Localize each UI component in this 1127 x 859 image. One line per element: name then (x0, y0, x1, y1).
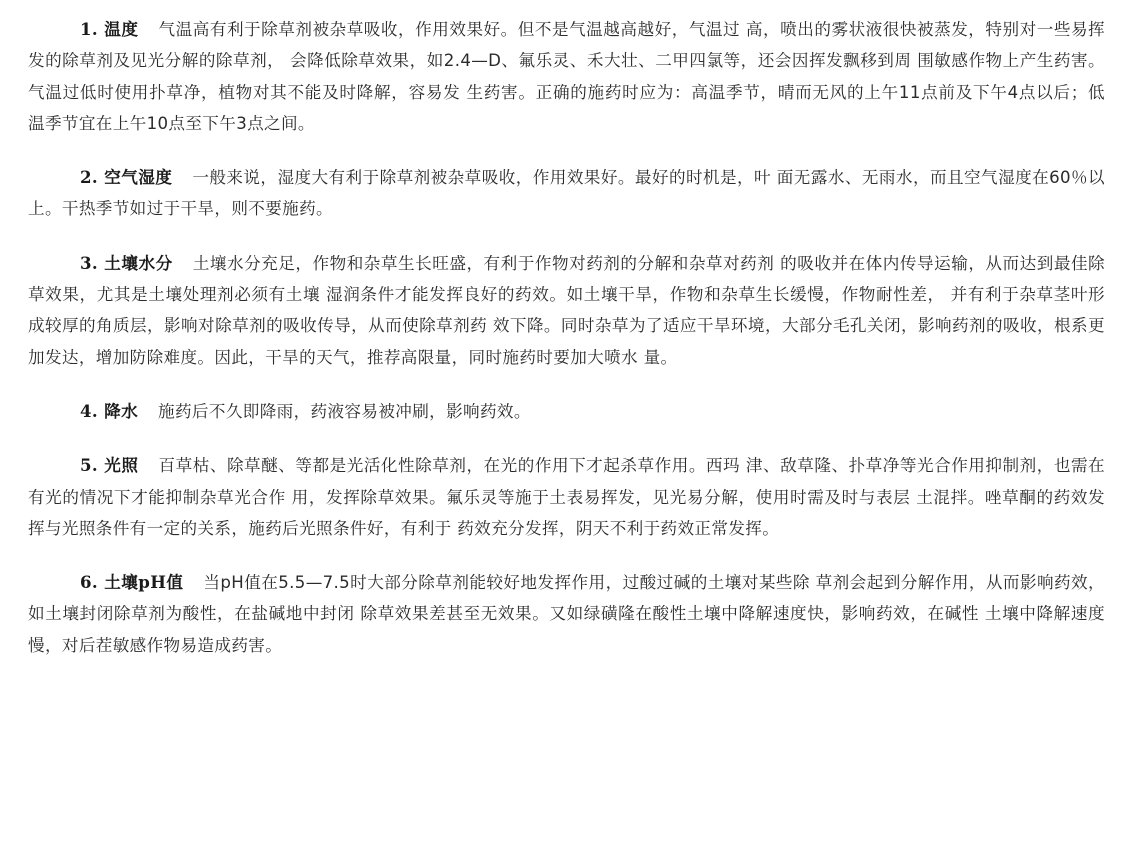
section-text: 一般来说，湿度大有利于除草剂被杂草吸收，作用效果好。最好的时机是，叶 面无露水、无雨水，而且空气湿度在60％以上。干热季节如过于干旱，则不要施药。 (28, 168, 1105, 219)
section-heading: 3. 土壤水分 (80, 252, 173, 273)
section-heading: 1. 温度 (80, 19, 139, 39)
section-text: 施药后不久即降雨，药液容易被冲刷，影响药效。 (158, 401, 531, 421)
section-soil-moisture (28, 248, 1105, 373)
section-heading: 5. 光照 (80, 455, 139, 476)
section-soil-ph (28, 567, 1105, 661)
section-heading: 4. 降水 (80, 400, 139, 421)
section-air-humidity (28, 162, 1105, 225)
section-text: 土壤水分充足，作物和杂草生长旺盛，有利于作物对药剂的分解和杂草对药剂 的吸收并在体内传导运输，从而达到最佳除草效果，尤其是土壤处理剂必须有土壤 湿润条件才能发挥良好的药效。如土壤干旱，作物和杂草生长缓慢，作物耐性差， 并有利于杂草茎叶形成较厚的角质层，影响对除草剂的吸收传导，从而使除草剂药 效下降。同时杂草为了适应干旱环境，大部分毛孔关闭，影响药剂的吸收，根系更 加发达，增加防除难度。因此，干旱的天气，推荐高限量，同时施药时要加大喷水 量。 (28, 253, 1105, 367)
section-heading: 2. 空气湿度 (80, 167, 173, 188)
section-text: 当pH值在5.5—7.5时大部分除草剂能较好地发挥作用，过酸过碱的土壤对某些除 草剂会起到分解作用，从而影响药效，如土壤封闭除草剂为酸性，在盐碱地中封闭 除草效果差甚至无效果。又如绿磺隆在酸性土壤中降解速度快，影响药效，在碱性 土壤中降解速度慢，对后茬敏感作物易造成药害。 (28, 573, 1105, 655)
section-rainfall (28, 396, 1105, 427)
section-light (28, 450, 1105, 544)
section-heading: 6. 土壤pH值 (80, 572, 184, 593)
section-text: 气温高有利于除草剂被杂草吸收，作用效果好。但不是气温越高越好，气温过 高，喷出的雾状液很快被蒸发，特别对一些易挥发的除草剂及见光分解的除草剂， 会降低除草效果，如2.4—D、氟乐灵、禾大壮、二甲四氯等，还会因挥发飘移到周 围敏感作物上产生药害。气温过低时使用扑草净，植物对其不能及时降解，容易发 生药害。正确的施药时应为：高温季节，晴而无风的上午11点前及下午4点以后；低 温季节宜在上午10点至下午3点之间。 (28, 20, 1105, 133)
section-temperature (28, 14, 1105, 139)
section-text: 百草枯、除草醚、等都是光活化性除草剂，在光的作用下才起杀草作用。西玛 津、敌草隆、扑草净等光合作用抑制剂，也需在有光的情况下才能抑制杂草光合作 用，发挥除草效果。氟乐灵等施于土表易挥发，见光易分解，使用时需及时与表层 土混拌。唑草酮的药效发挥与光照条件有一定的关系，施药后光照条件好，有利于 药效充分发挥，阴天不利于药效正常发挥。 (28, 456, 1105, 538)
